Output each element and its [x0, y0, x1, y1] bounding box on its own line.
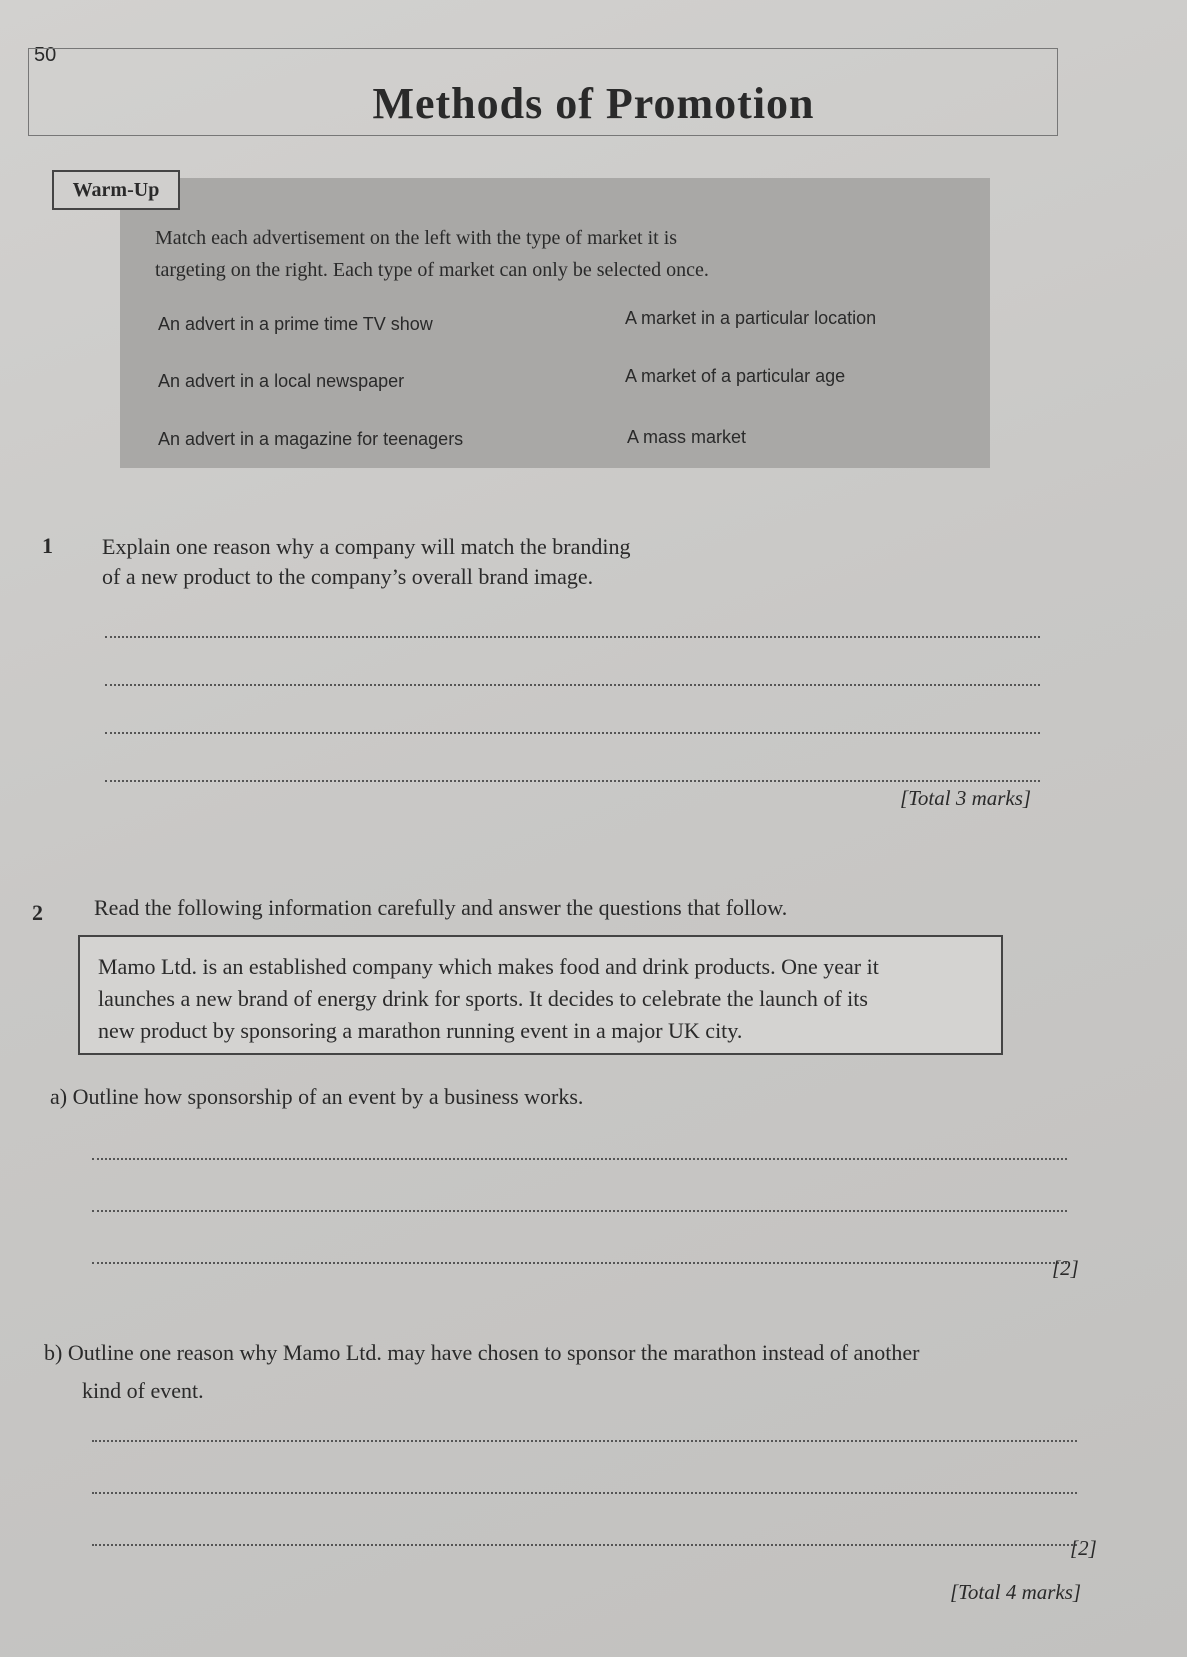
- answer-line[interactable]: [92, 1492, 1077, 1494]
- question-number: 2: [32, 900, 43, 925]
- warmup-instruction-line: targeting on the right. Each type of market can only be selected once.: [155, 259, 709, 281]
- question-1-line: Explain one reason why a company will match the branding: [102, 534, 631, 559]
- question-2-text: Read the following information carefully and answer the questions that follow.: [94, 895, 788, 920]
- question-1-line: of a new product to the company’s overall brand image.: [102, 564, 594, 589]
- market-item: A market of a particular age: [625, 366, 846, 386]
- question-2a-marks: [2]: [1052, 1256, 1079, 1280]
- case-study-line: new product by sponsoring a marathon running event in a major UK city.: [98, 1018, 743, 1043]
- question-2b-text: [44, 1338, 920, 1406]
- warmup-instructions: [155, 222, 815, 286]
- answer-line[interactable]: [92, 1158, 1067, 1160]
- page-number: 50: [34, 44, 57, 66]
- question-2b-line: kind of event.: [82, 1378, 204, 1403]
- warmup-instruction-line: Match each advertisement on the left with the type of market it is: [155, 227, 678, 249]
- question-2-total-marks: [Total 4 marks]: [950, 1580, 1082, 1604]
- question-2b-marks: [2]: [1070, 1536, 1097, 1560]
- market-item: A mass market: [627, 427, 747, 447]
- advert-item: An advert in a magazine for teenagers: [158, 429, 464, 449]
- case-study-line: Mamo Ltd. is an established company which makes food and drink products. One year it: [98, 954, 879, 979]
- case-study-line: launches a new brand of energy drink for sports. It decides to celebrate the launch of its: [98, 986, 868, 1011]
- market-item: A market in a particular location: [625, 308, 877, 328]
- advert-item: An advert in a local newspaper: [158, 371, 405, 391]
- answer-line[interactable]: [105, 636, 1040, 638]
- answer-line[interactable]: [92, 1262, 1067, 1264]
- question-1-marks: [Total 3 marks]: [900, 786, 1032, 810]
- question-1-text: [102, 532, 630, 592]
- answer-line[interactable]: [105, 780, 1040, 782]
- question-2a-text: a) Outline how sponsorship of an event by a business works.: [50, 1084, 584, 1109]
- answer-line[interactable]: [105, 684, 1040, 686]
- answer-line[interactable]: [92, 1544, 1077, 1546]
- warmup-label: Warm-Up: [52, 170, 180, 210]
- page-title: Methods of Promotion: [372, 79, 815, 128]
- answer-line[interactable]: [105, 732, 1040, 734]
- question-2b-line: b) Outline one reason why Mamo Ltd. may have chosen to sponsor the marathon instead of another: [44, 1340, 920, 1365]
- question-number: 1: [42, 533, 53, 558]
- answer-line[interactable]: [92, 1440, 1077, 1442]
- advert-item: An advert in a prime time TV show: [158, 314, 433, 334]
- case-study-box: [78, 935, 1003, 1055]
- answer-line[interactable]: [92, 1210, 1067, 1212]
